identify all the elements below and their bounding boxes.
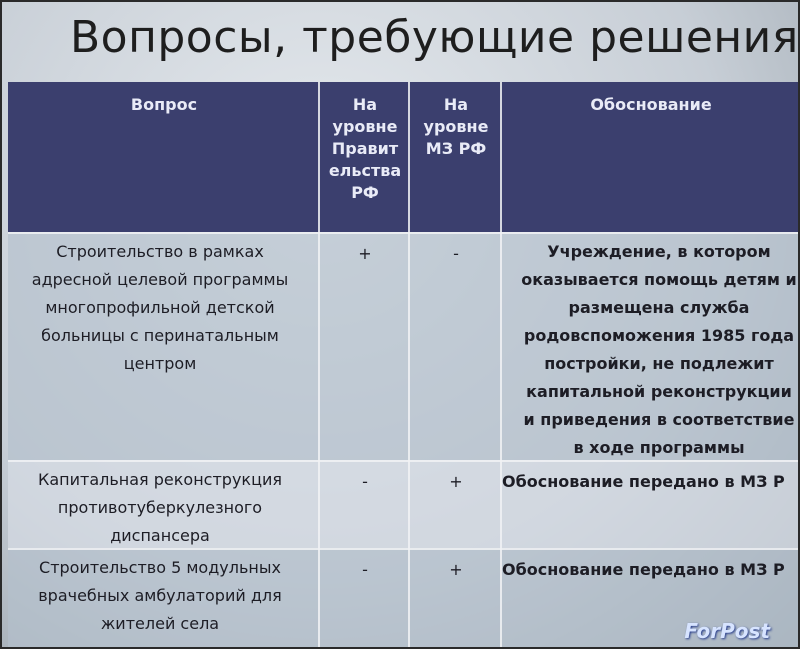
slide-title: Вопросы, требующие решения bbox=[70, 12, 799, 63]
header-reason: Обоснование bbox=[502, 82, 800, 232]
ministry-mark: - bbox=[453, 244, 459, 263]
header-government-level bbox=[320, 82, 410, 232]
government-mark: - bbox=[362, 472, 368, 491]
header-line: МЗ РФ bbox=[425, 139, 487, 158]
question-cell: Капитальная реконструкция противотуберкулезного диспансера bbox=[37, 470, 282, 545]
row-divider bbox=[8, 460, 800, 462]
row-divider bbox=[8, 548, 800, 550]
column-divider bbox=[318, 82, 320, 649]
header-line: На bbox=[352, 95, 378, 114]
ministry-mark: + bbox=[449, 472, 463, 491]
reason-cell: Обоснование передано в МЗ Р bbox=[502, 472, 785, 491]
row-divider bbox=[8, 232, 800, 234]
table-row bbox=[8, 460, 800, 548]
header-line: уровне bbox=[332, 117, 398, 136]
header-question: Вопрос bbox=[8, 82, 320, 232]
reason-cell: Обоснование передано в МЗ Р bbox=[502, 560, 785, 579]
ministry-mark: + bbox=[449, 560, 463, 579]
reason-cell: Учреждение, в котором оказывается помощь детям и размещена служба родовспоможения 1985 года постройки, не подлежит капитальной реконструкции и приведения в соответствие в ходе программы bbox=[521, 242, 797, 457]
header-line: На bbox=[443, 95, 469, 114]
issues-table bbox=[8, 82, 800, 649]
question-cell: Строительство в рамках адресной целевой программы многопрофильной детской больницы с перинатальным центром bbox=[31, 242, 289, 373]
header-line: уровне bbox=[423, 117, 489, 136]
header-line: Правит bbox=[331, 139, 399, 158]
government-mark: - bbox=[362, 560, 368, 579]
header-line: РФ bbox=[351, 183, 379, 202]
table-row bbox=[8, 232, 800, 460]
government-mark: + bbox=[358, 244, 372, 263]
forpost-watermark: ForPost bbox=[684, 619, 770, 643]
header-line: ельства bbox=[328, 161, 402, 180]
table-row bbox=[8, 548, 800, 649]
column-divider bbox=[500, 82, 502, 649]
question-cell: Строительство 5 модульных врачебных амбулаторий для жителей села bbox=[38, 558, 282, 633]
column-divider bbox=[408, 82, 410, 649]
header-ministry-level bbox=[410, 82, 502, 232]
